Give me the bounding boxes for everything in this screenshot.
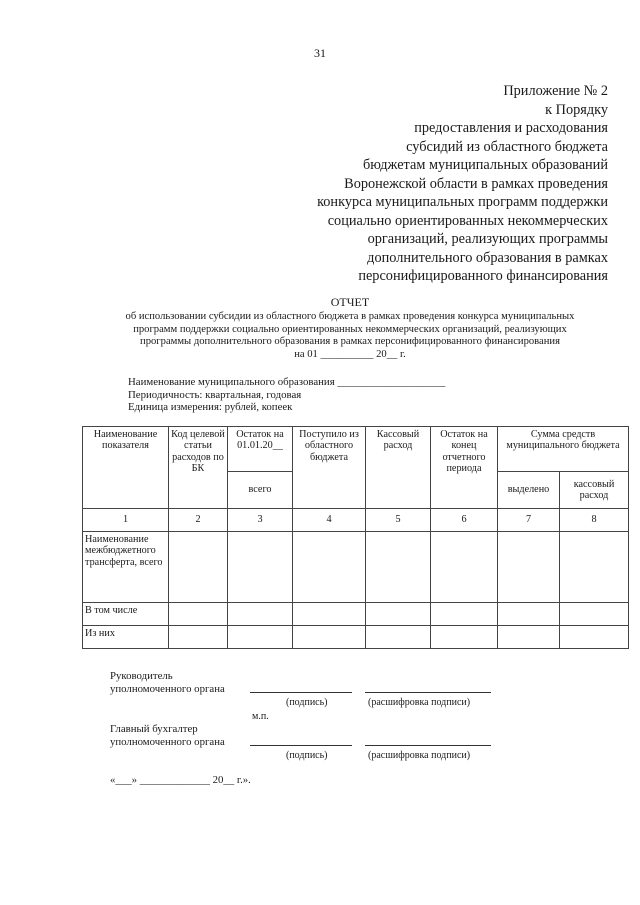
table-row (83, 532, 629, 603)
head-signature-hint: (подпись) (286, 697, 328, 708)
appendix-line: Приложение № 2 (503, 83, 608, 99)
table-cell[interactable] (228, 603, 293, 626)
header-allocated: выделено (498, 472, 560, 509)
report-title: ОТЧЕТ (330, 295, 370, 309)
periodicity-field: Периодичность: квартальная, годовая (128, 388, 302, 401)
header-balance-start-total: всего (228, 472, 293, 509)
report-subtitle-line: программы дополнительного образования в рамках персонифицированного финансирования (140, 336, 560, 348)
column-number: 8 (560, 509, 629, 532)
report-subtitle-line: программ поддержки социально ориентированных некоммерческих организаций, реализующих (133, 323, 567, 335)
table-cell[interactable] (366, 532, 431, 603)
report-table (82, 426, 629, 649)
column-number: 4 (293, 509, 366, 532)
head-decode-hint: (расшифровка подписи) (368, 697, 471, 708)
table-cell[interactable] (560, 626, 629, 649)
header-name: Наименование показателя (83, 427, 169, 509)
appendix-line: бюджетам муниципальных образований (363, 157, 608, 173)
stamp-mark: м.п. (252, 711, 269, 722)
table-row (83, 626, 629, 649)
header-balance-start: Остаток на 01.01.20__ (228, 427, 293, 472)
table-cell[interactable] (498, 603, 560, 626)
appendix-line: персонифицированного финансирования (358, 268, 608, 284)
unit-field: Единица измерения: рублей, копеек (128, 401, 293, 414)
table-cell[interactable] (431, 603, 498, 626)
appendix-line: социально ориентированных некоммерческих (327, 212, 608, 229)
column-number: 6 (431, 509, 498, 532)
table-cell[interactable] (293, 532, 366, 603)
column-number: 5 (366, 509, 431, 532)
head-decode-line[interactable] (365, 692, 491, 693)
header-balance-end: Остаток на конец отчетного периода (431, 427, 498, 509)
header-municipal-cash: кассовый расход (560, 472, 629, 509)
accountant-label (110, 723, 225, 748)
table-cell[interactable] (169, 603, 228, 626)
head-label (110, 670, 225, 695)
accountant-label-line: уполномоченного органа (110, 735, 225, 748)
table-cell[interactable] (498, 626, 560, 649)
appendix-line: Воронежской области в рамках проведения (344, 175, 608, 192)
table-cell[interactable] (228, 532, 293, 603)
table-cell[interactable] (228, 626, 293, 649)
page-number: 31 (314, 46, 326, 60)
appendix-line: организаций, реализующих программы (367, 231, 608, 247)
column-number: 1 (83, 509, 169, 532)
table-cell[interactable] (293, 626, 366, 649)
date-line[interactable]: «___» _____________ 20__ г.». (110, 774, 251, 786)
table-cell[interactable] (293, 603, 366, 626)
report-date-line: на 01 __________ 20__ г. (294, 349, 406, 361)
column-numbers-row (83, 509, 629, 532)
appendix-line: субсидий из областного бюджета (406, 138, 608, 155)
appendix-header (278, 82, 608, 286)
column-number: 2 (169, 509, 228, 532)
table-cell[interactable] (498, 532, 560, 603)
table-cell[interactable] (560, 532, 629, 603)
appendix-line: к Порядку (545, 101, 608, 118)
table-cell[interactable] (366, 626, 431, 649)
table-cell[interactable] (431, 626, 498, 649)
municipality-field: Наименование муниципального образования ____________________ (128, 376, 446, 388)
table-cell[interactable] (169, 532, 228, 603)
appendix-line: конкурса муниципальных программ поддержки (317, 194, 608, 210)
head-signature-line[interactable] (250, 692, 352, 693)
header-code: Код целевой статьи расходов по БК (169, 427, 228, 509)
table-cell[interactable] (366, 603, 431, 626)
column-number: 3 (228, 509, 293, 532)
table-cell[interactable] (169, 626, 228, 649)
report-title-block (70, 296, 630, 362)
head-label-line: Руководитель (110, 670, 173, 682)
row-label: Наименование межбюджетного трансферта, всего (83, 532, 169, 603)
table-cell[interactable] (431, 532, 498, 603)
appendix-line: дополнительного образования в рамках (367, 249, 608, 266)
column-number: 7 (498, 509, 560, 532)
header-cash-expense: Кассовый расход (366, 427, 431, 509)
report-meta (128, 376, 445, 414)
table-header-row (83, 427, 629, 472)
accountant-decode-line[interactable] (365, 745, 491, 746)
row-label: Из них (83, 626, 169, 649)
header-received: Поступило из областного бюджета (293, 427, 366, 509)
header-municipal-sum: Сумма средств муниципального бюджета (498, 427, 629, 472)
accountant-signature-hint: (подпись) (286, 750, 328, 761)
table-row (83, 603, 629, 626)
table-cell[interactable] (560, 603, 629, 626)
head-label-line: уполномоченного органа (110, 682, 225, 695)
accountant-decode-hint: (расшифровка подписи) (368, 750, 471, 761)
accountant-signature-line[interactable] (250, 745, 352, 746)
report-subtitle-line: об использовании субсидии из областного бюджета в рамках проведения конкурса муниципальных (125, 310, 575, 322)
appendix-line: предоставления и расходования (414, 120, 608, 136)
row-label: В том числе (83, 603, 169, 626)
accountant-label-line: Главный бухгалтер (110, 723, 198, 735)
